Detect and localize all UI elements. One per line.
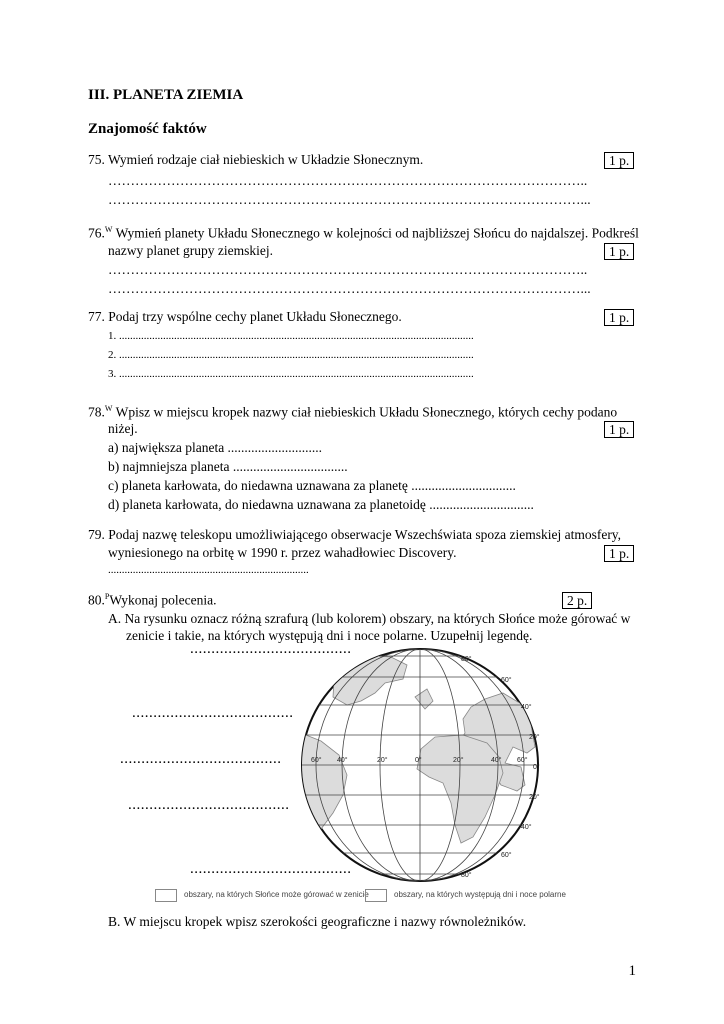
label-40n: 40° [521, 704, 532, 711]
answer-line-77-1[interactable]: 1. ................................................................................................................................. [108, 330, 474, 342]
item-78-b[interactable]: b) najmniejsza planeta .................................. [108, 459, 348, 474]
question-79-cont: wyniesionego na orbitę w 1990 r. przez wahadłowiec Discovery. [108, 545, 457, 560]
question-number: 78. [88, 404, 105, 420]
item-78-d[interactable]: d) planeta karłowata, do niedawna uznawana za planetoidę ............................... [108, 497, 534, 512]
label-meridian-0: 0° [415, 757, 422, 764]
question-76-cont: nazwy planet grupy ziemskiej. [108, 243, 273, 258]
points-box-80: 2 p. [562, 592, 592, 609]
question-text: Wykonaj polecenia. [109, 592, 217, 608]
question-tag: W [104, 225, 113, 234]
label-80n: 80° [461, 656, 472, 663]
task-80-b: B. W miejscu kropek wpisz szerokości geograficzne i nazwy równoleżników. [108, 914, 527, 929]
label-60s: 60° [501, 852, 512, 859]
question-75: 75. Wymień rodzaje ciał niebieskich w Układzie Słonecznym. [88, 152, 424, 167]
question-77: 77. Podaj trzy wspólne cechy planet Układu Słonecznego. [88, 309, 402, 324]
legend-label-polar: obszary, na których występują dni i noce polarne [394, 890, 566, 899]
question-tag: W [104, 404, 113, 413]
answer-line-77-2[interactable]: 2. ................................................................................................................................. [108, 349, 474, 361]
question-tag: P [104, 592, 110, 601]
legend-box-polar[interactable] [365, 889, 387, 902]
label-20s: 20° [529, 794, 540, 801]
answer-line-76-2[interactable]: ……………………………………………………………………………………………... [108, 281, 591, 296]
question-80 [88, 592, 216, 609]
question-78-cont: niżej. [108, 421, 138, 436]
task-80-a: A. Na rysunku oznacz różną szrafurą (lub kolorem) obszary, na których Słońce może górować w [108, 611, 631, 626]
map-blank-4[interactable]: ...................................... [128, 797, 290, 813]
label-equator: 0° [533, 764, 540, 771]
map-blank-2[interactable]: ...................................... [132, 705, 294, 721]
answer-line-75-1[interactable]: …………………………………………………………………………………………….. [108, 173, 588, 188]
answer-line-76-1[interactable]: …………………………………………………………………………………………….. [108, 262, 588, 277]
label-80s: 80° [461, 872, 472, 879]
answer-line-79[interactable]: ......................................................................... [108, 564, 309, 576]
question-76 [88, 225, 639, 242]
task-80-a-cont: zenicie i takie, na których występują dni i noce polarne. Uzupełnij legendę. [126, 628, 533, 643]
label-60n: 60° [501, 677, 512, 684]
label-40w: 40° [337, 757, 348, 764]
points-box-77: 1 p. [604, 309, 634, 326]
points-box-75: 1 p. [604, 152, 634, 169]
item-78-c[interactable]: c) planeta karłowata, do niedawna uznawana za planetę ............................... [108, 478, 516, 493]
label-60w: 60° [311, 757, 322, 764]
answer-line-75-2[interactable]: ……………………………………………………………………………………………... [108, 192, 591, 207]
legend-box-zenith[interactable] [155, 889, 177, 902]
question-number: 80. [88, 592, 105, 608]
page-number: 1 [628, 963, 636, 979]
map-blank-1[interactable]: ...................................... [190, 641, 352, 657]
question-text: Wymień planety Układu Słonecznego w kolejności od najbliższej Słońcu do najdalszej. Podkreśl [115, 225, 639, 241]
label-20w: 20° [377, 757, 388, 764]
label-60e: 60° [517, 757, 528, 764]
item-78-a[interactable]: a) największa planeta ............................ [108, 440, 323, 455]
map-blank-3[interactable]: ...................................... [120, 751, 282, 767]
answer-line-77-3[interactable]: 3. ................................................................................................................................. [108, 368, 474, 380]
question-78 [88, 404, 617, 421]
label-20e: 20° [453, 757, 464, 764]
points-box-79: 1 p. [604, 545, 634, 562]
label-40e: 40° [491, 757, 502, 764]
section-title: III. PLANETA ZIEMIA [88, 87, 244, 103]
map-blank-5[interactable]: ...................................... [190, 861, 352, 877]
label-20n: 20° [529, 734, 540, 741]
question-79: 79. Podaj nazwę teleskopu umożliwiającego obserwacje Wszechświata spoza ziemskiej atmosfery, [88, 527, 622, 542]
legend-label-zenith: obszary, na których Słońce może górować w zenicie [184, 890, 369, 899]
points-box-76: 1 p. [604, 243, 634, 260]
label-40s: 40° [521, 824, 532, 831]
points-box-78: 1 p. [604, 421, 634, 438]
globe-diagram [295, 645, 545, 885]
question-number: 76. [88, 225, 105, 241]
question-text: Wpisz w miejscu kropek nazwy ciał niebieskich Układu Słonecznego, których cechy podano [115, 404, 618, 420]
section-subtitle: Znajomość faktów [88, 121, 207, 137]
